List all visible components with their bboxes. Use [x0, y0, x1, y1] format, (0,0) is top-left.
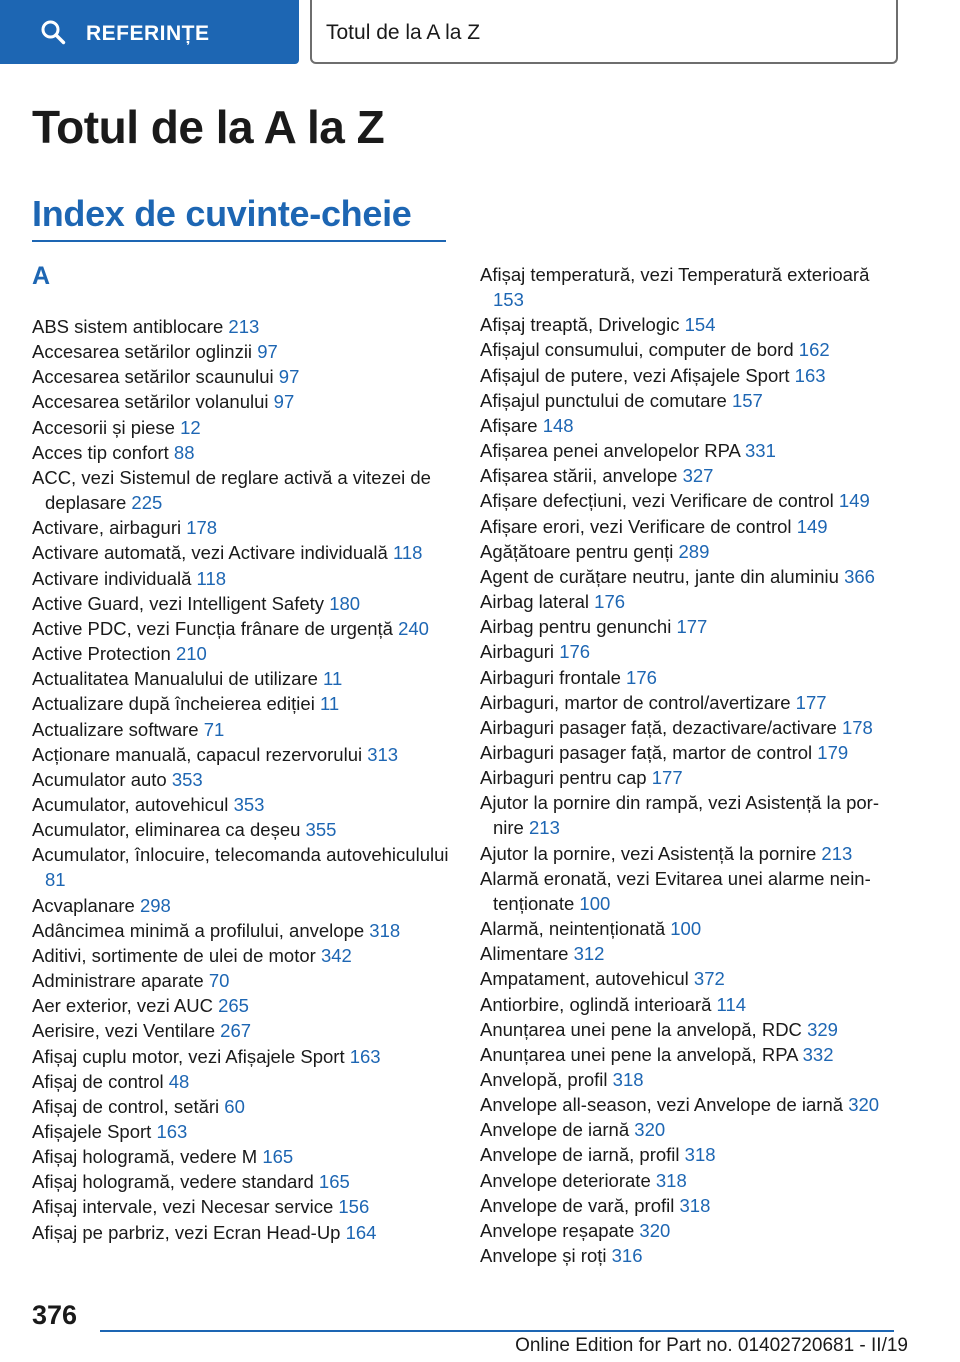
index-column-right [480, 262, 900, 1268]
index-entry [480, 337, 900, 362]
index-entry-page-link[interactable]: 372 [693, 968, 725, 990]
footer-divider [100, 1330, 894, 1332]
references-tab[interactable] [0, 0, 299, 64]
index-entry-page-link[interactable]: 267 [220, 1020, 252, 1042]
index-entry-text: Activare, airbaguri [32, 517, 187, 539]
index-entry [32, 767, 452, 792]
index-entry [32, 1144, 452, 1169]
index-entry-text: Adâncimea minimă a profilului, anvelope [32, 919, 370, 941]
index-entry-text: Afișaj hologramă, vedere standard [32, 1171, 319, 1193]
index-entry-page-link[interactable]: 176 [626, 666, 657, 688]
index-entry-text: Accesorii și piese [32, 416, 181, 438]
index-entry-text: Afișajul de putere, vezi Afișajele Sport [480, 364, 795, 386]
index-entry [480, 1092, 900, 1117]
index-entry-text: Active Protection [32, 643, 176, 665]
index-entry [480, 966, 900, 991]
index-entry-text: Anvelope all-season, vezi Anvelope de iarnă [480, 1094, 849, 1116]
index-entry [32, 1094, 452, 1119]
index-entry [480, 992, 900, 1017]
index-entry-page-link[interactable]: 213 [529, 817, 560, 839]
index-entry-page-link[interactable]: 318 [612, 1069, 644, 1090]
index-entry-page-link[interactable]: 318 [684, 1144, 716, 1166]
index-entry-text: Acvaplanare [32, 894, 140, 916]
index-entry-text: Anvelope și roți [480, 1245, 612, 1267]
index-entry [32, 515, 452, 540]
index-entry [32, 616, 452, 641]
index-entry-page-link[interactable]: 163 [794, 364, 826, 386]
index-entry-text: Afișare [480, 414, 543, 436]
index-entry-text: Anvelopă, profil [480, 1069, 613, 1090]
index-entry-text: Acumulator, eliminarea ca deșeu [32, 819, 306, 841]
index-entry-page-link[interactable]: 178 [841, 716, 873, 738]
index-entry [480, 1243, 900, 1268]
index-entry [32, 742, 452, 767]
index-entry [32, 465, 452, 515]
index-entry-page-link[interactable]: 114 [716, 993, 747, 1015]
index-entry-text: Activare automată, vezi Activare individuală [32, 542, 393, 564]
index-entry-page-link[interactable]: 180 [329, 592, 361, 614]
index-entry-text: Agățătoare pentru genți [480, 540, 679, 562]
index-entry-page-link[interactable]: 12 [180, 416, 201, 438]
index-entry-page-link[interactable]: 11 [319, 693, 340, 715]
index-entry-page-link[interactable]: 176 [559, 641, 591, 663]
index-entry-page-link[interactable]: 118 [196, 567, 227, 589]
index-entry [32, 666, 452, 691]
index-entry-page-link[interactable]: 353 [233, 793, 265, 815]
index-entry-page-link[interactable]: 157 [731, 389, 763, 411]
index-entry-text: Administrare aparate [32, 970, 209, 992]
index-entry [32, 540, 452, 565]
index-entry-page-link[interactable]: 81 [45, 869, 66, 891]
index-column-left [32, 314, 452, 1245]
references-tab-label: REFERINȚE [86, 22, 210, 45]
index-entry-text: Airbaguri pentru cap [480, 767, 652, 789]
index-entry-page-link[interactable]: 154 [684, 314, 716, 336]
index-entry-page-link[interactable]: 71 [203, 718, 225, 740]
index-entry-text: Actualizare software [32, 718, 204, 740]
index-entry-text: Alarmă, neintenționată [480, 918, 671, 940]
index-entry [32, 641, 452, 666]
index-letter: A [32, 262, 51, 290]
index-entry [480, 941, 900, 966]
index-entry-text: ABS sistem antiblocare [32, 316, 229, 337]
index-entry-page-link[interactable]: 149 [838, 490, 870, 512]
index-entry-text: Active PDC, vezi Funcția frânare de urgență [32, 617, 399, 639]
index-entry-text: Airbag pentru genunchi [480, 616, 677, 638]
index-entry-text: Afișare defecțiuni, vezi Verificare de control [480, 490, 839, 512]
index-entry-text: Aditivi, sortimente de ulei de motor [32, 944, 321, 966]
index-entry [480, 1193, 900, 1218]
index-entry-text: Afișarea penei anvelopelor RPA [480, 440, 745, 462]
index-entry-page-link[interactable]: 118 [392, 542, 423, 564]
index-entry [480, 690, 900, 715]
index-entry [32, 566, 452, 591]
index-entry [32, 817, 452, 842]
index-entry [480, 765, 900, 790]
index-entry-page-link[interactable]: 156 [338, 1196, 370, 1218]
index-entry-text: Ampatament, autovehicul [480, 968, 694, 990]
index-entry-text: Afișaj treaptă, Drivelogic [480, 314, 685, 336]
index-entry [32, 792, 452, 817]
index-entry [32, 364, 452, 389]
index-entry-text: Acumulator, înlocuire, telecomanda autovehiculului [32, 844, 449, 866]
index-entry [480, 866, 900, 916]
index-entry-text: Alarmă eronată, vezi Evitarea unei alarme neintenționate [480, 867, 871, 914]
index-entry-page-link[interactable]: 165 [318, 1171, 350, 1193]
index-entry [480, 1142, 900, 1167]
index-entry [480, 1042, 900, 1067]
index-entry [32, 314, 452, 339]
index-entry-text: Afișaj temperatură, vezi Temperatură exterioară [480, 264, 870, 285]
index-entry [32, 1044, 452, 1069]
index-entry [32, 1194, 452, 1219]
index-entry [32, 591, 452, 616]
index-entry [32, 1119, 452, 1144]
index-entry-text: Airbag lateral [480, 591, 595, 613]
index-entry-text: Airbaguri, martor de control/avertizare [480, 691, 796, 713]
index-entry-page-link[interactable]: 213 [228, 316, 260, 337]
index-entry-page-link[interactable]: 70 [208, 970, 230, 992]
index-entry [480, 715, 900, 740]
index-entry-text: Agent de curățare neutru, jante din aluminiu [480, 565, 845, 587]
section-title-tab[interactable] [310, 0, 898, 64]
index-entry [480, 639, 900, 664]
index-entry [480, 614, 900, 639]
index-entry-page-link[interactable]: 177 [795, 691, 827, 713]
index-entry-page-link[interactable]: 210 [175, 643, 207, 665]
index-entry-page-link[interactable]: 298 [139, 894, 171, 916]
index-entry-text: Anvelope de iarnă, profil [480, 1144, 685, 1166]
index-entry-text: Accesarea setărilor scaunului [32, 366, 279, 388]
index-entry [32, 968, 452, 993]
index-entry-page-link[interactable]: 312 [573, 943, 605, 965]
index-entry-page-link[interactable]: 100 [670, 918, 702, 940]
index-entry-text: Acționare manuală, capacul rezervorului [32, 743, 368, 765]
page-title: Totul de la A la Z [32, 101, 385, 153]
index-entry-text: Acumulator, autovehicul [32, 793, 234, 815]
index-entry [480, 539, 900, 564]
index-entry-page-link[interactable]: 163 [156, 1121, 188, 1142]
index-entry-text: Airbaguri [480, 641, 560, 663]
index-entry-text: Anunțarea unei pene la anvelopă, RDC [480, 1018, 808, 1040]
index-entry-text: Afișaj cuplu motor, vezi Afișajele Sport [32, 1045, 350, 1067]
index-entry-text: Anvelope reșapate [480, 1219, 640, 1241]
index-entry-text: Anvelope de vară, profil [480, 1194, 680, 1216]
index-entry [32, 893, 452, 918]
search-icon [40, 19, 66, 45]
index-entry-page-link[interactable]: 149 [796, 515, 828, 537]
index-entry-text: Activare individuală [32, 567, 197, 589]
edition-footer: Online Edition for Part no. 01402720681 - II/19 [515, 1335, 908, 1356]
index-entry-page-link[interactable]: 240 [398, 617, 429, 639]
index-entry-page-link[interactable]: 148 [542, 414, 574, 436]
index-entry-page-link[interactable]: 97 [278, 366, 300, 388]
section-title-label: Totul de la A la Z [326, 21, 481, 44]
index-entry-page-link[interactable]: 353 [171, 768, 203, 790]
index-entry-page-link[interactable]: 331 [745, 440, 776, 462]
index-entry [480, 589, 900, 614]
index-entry [480, 1017, 900, 1042]
top-navigation [0, 0, 960, 66]
index-entry [480, 363, 900, 388]
index-entry [480, 790, 900, 840]
index-entry-text: Acumulator auto [32, 768, 172, 790]
subtitle-divider [32, 240, 446, 242]
index-entry-text: Anunțarea unei pene la anvelopă, RPA [480, 1043, 803, 1065]
index-entry-page-link[interactable]: 318 [679, 1194, 711, 1216]
index-entry-text: Afișaj pe parbriz, vezi Ecran Head-Up [32, 1221, 346, 1243]
index-entry-text: Afișajul consumului, computer de bord [480, 339, 799, 361]
index-entry-page-link[interactable]: 332 [802, 1043, 834, 1065]
index-entry-text: Anvelope deteriorate [480, 1169, 656, 1191]
index-entry-page-link[interactable]: 178 [186, 517, 218, 539]
index-entry-page-link[interactable]: 289 [678, 540, 710, 562]
index-entry-page-link[interactable]: 97 [273, 391, 295, 413]
index-entry-page-link[interactable]: 318 [369, 919, 401, 941]
index-entry-page-link[interactable]: 265 [218, 995, 249, 1017]
index-entry [32, 842, 452, 892]
index-entry-page-link[interactable]: 316 [611, 1245, 643, 1267]
index-entry [32, 339, 452, 364]
index-entry-page-link[interactable]: 342 [320, 944, 352, 966]
index-entry [480, 1117, 900, 1142]
index-entry [32, 389, 452, 414]
index-entry [32, 993, 452, 1018]
index-entry-text: Airbaguri pasager față, dezactivare/activare [480, 716, 842, 738]
index-entry-text: Anvelope de iarnă [480, 1119, 635, 1141]
index-entry-page-link[interactable]: 162 [798, 339, 830, 361]
index-entry-text: Afișare erori, vezi Verificare de control [480, 515, 797, 537]
index-entry-page-link[interactable]: 320 [639, 1219, 671, 1241]
index-entry-page-link[interactable]: 177 [676, 616, 708, 638]
index-entry [480, 665, 900, 690]
index-entry [32, 918, 452, 943]
index-entry-page-link[interactable]: 165 [262, 1146, 294, 1168]
index-entry-text: Aerisire, vezi Ventilare [32, 1020, 221, 1042]
index-entry-text: Afișajul punctului de comutare [480, 389, 732, 411]
index-entry-text: ACC, vezi Sistemul de reglare activă a vitezei de deplasare [32, 466, 431, 514]
index-entry-page-link[interactable]: 11 [323, 668, 343, 690]
index-entry-text: Afișaj de control [32, 1070, 169, 1092]
index-entry-text: Actualizare după încheierea ediției [32, 693, 320, 715]
index-entry-page-link[interactable]: 313 [367, 743, 399, 765]
index-entry-page-link[interactable]: 320 [634, 1119, 666, 1141]
index-entry-text: Actualitatea Manualului de utilizare [32, 668, 324, 690]
index-entry [32, 943, 452, 968]
index-entry [480, 916, 900, 941]
index-entry [32, 717, 452, 742]
index-entry-text: Antiorbire, oglindă interioară [480, 993, 717, 1015]
page-number: 376 [32, 1300, 78, 1330]
page-subtitle: Index de cuvinte-cheie [32, 193, 412, 234]
index-entry-page-link[interactable]: 97 [257, 341, 278, 363]
index-entry-text: Airbaguri pasager față, martor de control [480, 741, 818, 763]
index-entry-text: Afișaj de control, setări [32, 1095, 225, 1117]
index-entry [32, 440, 452, 465]
index-entry-text: Alimentare [480, 943, 574, 965]
index-entry [480, 841, 900, 866]
index-entry [480, 514, 900, 539]
index-entry [480, 1218, 900, 1243]
index-entry-text: Accesarea setărilor volanului [32, 391, 274, 413]
index-entry [480, 1067, 900, 1092]
index-entry [480, 740, 900, 765]
index-entry-text: Ajutor la pornire din rampă, vezi Asistență la pornire [480, 792, 879, 839]
index-entry [32, 691, 452, 716]
index-entry [480, 262, 900, 312]
index-entry [480, 564, 900, 589]
index-entry [480, 312, 900, 337]
index-entry [480, 438, 900, 463]
index-entry [32, 1069, 452, 1094]
index-entry [480, 463, 900, 488]
index-entry-page-link[interactable]: 355 [305, 819, 337, 841]
index-entry-page-link[interactable]: 164 [345, 1221, 377, 1243]
index-entry [32, 1220, 452, 1245]
index-entry [32, 1018, 452, 1043]
index-entry [480, 488, 900, 513]
index-entry-text: Afișaj intervale, vezi Necesar service [32, 1196, 339, 1218]
index-entry-page-link[interactable]: 176 [594, 591, 626, 613]
index-entry [32, 415, 452, 440]
index-entry-text: Airbaguri frontale [480, 666, 627, 688]
index-entry-text: Acces tip confort [32, 441, 174, 463]
index-entry [480, 1168, 900, 1193]
index-entry [480, 388, 900, 413]
index-entry-page-link[interactable]: 60 [224, 1095, 245, 1117]
index-entry-text: Accesarea setărilor oglinzii [32, 341, 258, 363]
index-entry-page-link[interactable]: 48 [168, 1070, 190, 1092]
index-entry-text: Afișajele Sport [32, 1121, 157, 1142]
index-entry-page-link[interactable]: 179 [817, 741, 849, 763]
index-entry [480, 413, 900, 438]
index-entry-page-link[interactable]: 100 [579, 892, 611, 914]
index-entry-page-link[interactable]: 177 [651, 767, 683, 789]
index-entry-text: Ajutor la pornire, vezi Asistență la pornire [480, 842, 822, 864]
index-entry-text: Active Guard, vezi Intelligent Safety [32, 592, 330, 614]
index-entry [32, 1169, 452, 1194]
index-entry-page-link[interactable]: 163 [349, 1045, 381, 1067]
index-entry-page-link[interactable]: 88 [173, 441, 195, 463]
index-entry-text: Aer exterior, vezi AUC [32, 995, 219, 1017]
index-entry-text: Afișarea stării, anvelope [480, 465, 683, 487]
index-entry-page-link[interactable]: 225 [131, 492, 163, 514]
index-entry-page-link[interactable]: 318 [655, 1169, 687, 1191]
index-entry-page-link[interactable]: 213 [821, 842, 853, 864]
index-entry-page-link[interactable]: 366 [844, 565, 875, 587]
index-entry-page-link[interactable]: 329 [807, 1018, 838, 1040]
index-entry-page-link[interactable]: 327 [682, 465, 714, 487]
index-entry-page-link[interactable]: 320 [848, 1094, 880, 1116]
index-entry-text: Afișaj hologramă, vedere M [32, 1146, 263, 1168]
index-entry-page-link[interactable]: 153 [493, 289, 524, 311]
